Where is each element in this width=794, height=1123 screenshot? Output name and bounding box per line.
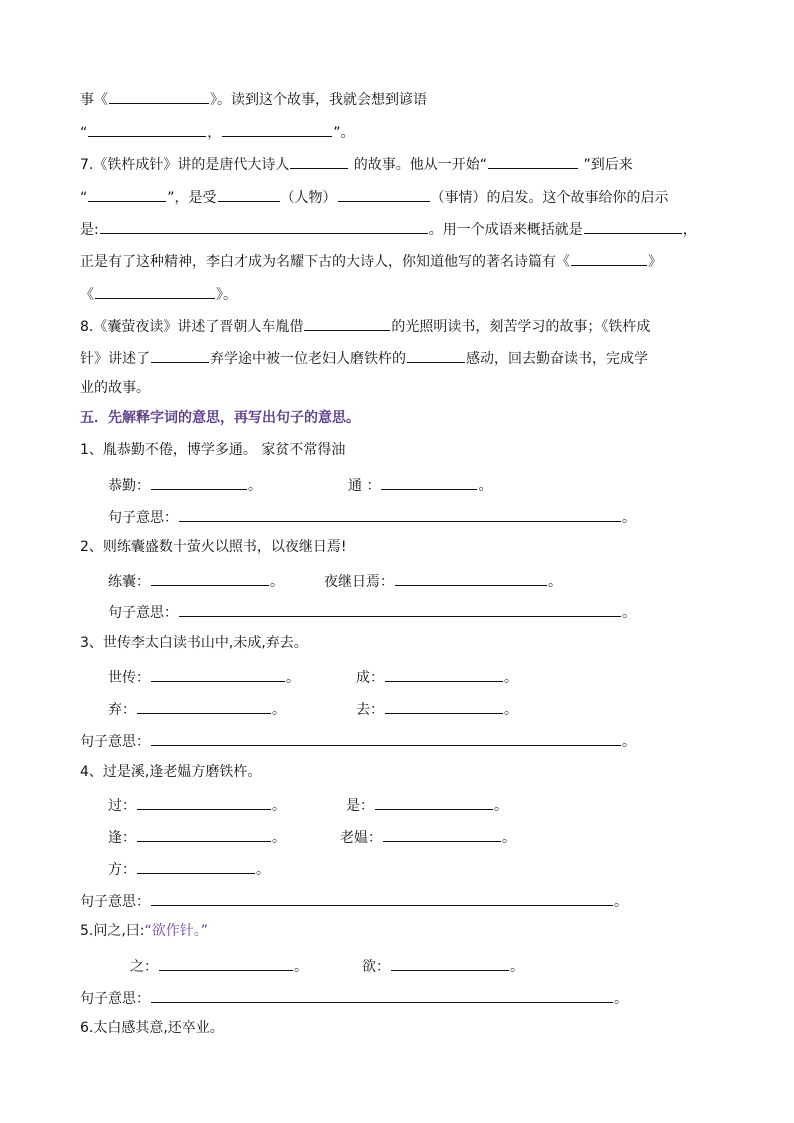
item-4-text: 4、过是溪,逢老媪方磨铁杵。 xyxy=(80,764,262,780)
q8-line-2: 针》讲述了 弃学途中被一位老妇人磨铁杵的 感动，回去勤奋读书，完成学 xyxy=(80,347,648,367)
q7-poem-blank-2[interactable] xyxy=(95,283,215,299)
q7-lesson-blank[interactable] xyxy=(100,218,428,234)
item-2-word-1: 练囊： 。 xyxy=(108,570,284,590)
item-1-word-2-blank[interactable] xyxy=(381,474,477,490)
item-1-sentence: 句子意思： 。 xyxy=(108,506,636,526)
item-4-word-4-blank[interactable] xyxy=(383,826,501,842)
item-3-word-2-blank[interactable] xyxy=(385,666,503,682)
item-1-text: 1、胤恭勤不倦，博学多通。 家贫不常得油 xyxy=(80,442,346,458)
item-5-text: 5.问之,曰:“欲作针。” xyxy=(80,923,209,939)
item-5-word-2-blank[interactable] xyxy=(391,955,509,971)
q7-line-4: 正是有了这种精神，李白才成为名耀下古的大诗人，你知道他写的著名诗篇有《 》 xyxy=(80,250,662,270)
q7-line-3: 是: 。用一个成语来概括就是 ， xyxy=(80,218,697,238)
item-4-word-1: 过： 。 xyxy=(108,794,286,814)
q7-line-2: “ ”，是受 （人物） （事情）的启发。这个故事给你的启示 xyxy=(80,186,669,206)
q7-poem-blank-1[interactable] xyxy=(571,250,647,266)
item-2-text: 2、则练囊盛数十萤火以照书，以夜继日焉! xyxy=(80,539,347,555)
item-3-sentence: 句子意思： 。 xyxy=(80,730,636,750)
q7-poet-blank[interactable] xyxy=(290,153,348,169)
item-2-sentence-blank[interactable] xyxy=(179,601,621,617)
item-4-word-5-blank[interactable] xyxy=(137,858,255,874)
q7-person-blank[interactable] xyxy=(218,186,280,202)
item-4-word-2: 是： 。 xyxy=(346,794,508,814)
item-3-word-2: 成： 。 xyxy=(356,666,518,686)
item-2-word-2: 夜继日焉： 。 xyxy=(324,570,562,590)
q8-line-3: 业的故事。 xyxy=(80,380,150,396)
item-1-word-1: 恭勤： 。 xyxy=(108,474,262,494)
item-1-word-2: 通 ： 。 xyxy=(348,474,492,494)
item-6-text: 6.太白感其意,还卒业。 xyxy=(80,1020,224,1036)
item-4-sentence: 句子意思： 。 xyxy=(80,890,628,910)
item-4-word-5: 方： 。 xyxy=(108,858,270,878)
item-4-sentence-blank[interactable] xyxy=(151,890,613,906)
item-3-word-3-blank[interactable] xyxy=(137,698,271,714)
item-3-sentence-blank[interactable] xyxy=(151,730,621,746)
item-3-word-4-blank[interactable] xyxy=(385,698,503,714)
item-5-quote: “欲作针。” xyxy=(144,923,209,939)
item-3-word-4: 去： 。 xyxy=(356,698,518,718)
item-4-word-4: 老媪： 。 xyxy=(340,826,516,846)
item-3-text: 3、世传李太白读书山中,未成,弃去。 xyxy=(80,635,308,651)
q7-later-blank[interactable] xyxy=(88,186,166,202)
item-5-word-1-blank[interactable] xyxy=(159,955,293,971)
q8-line-1: 8.《囊萤夜读》讲述了晋朝人车胤借 的光照明读书，刻苦学习的故事；《铁杵成 xyxy=(80,315,650,335)
item-5-sentence: 句子意思： 。 xyxy=(80,987,628,1007)
item-4-word-3: 逢： 。 xyxy=(108,826,286,846)
q8-moved-blank[interactable] xyxy=(407,347,465,363)
item-5-sentence-blank[interactable] xyxy=(151,987,613,1003)
q8-light-blank[interactable] xyxy=(304,315,390,331)
item-3-word-1-blank[interactable] xyxy=(151,666,285,682)
item-3-word-3: 弃： 。 xyxy=(108,698,286,718)
section-5-heading: 五．先解释字词的意思，再写出句子的意思。 xyxy=(80,410,360,426)
q8-person-blank[interactable] xyxy=(151,347,209,363)
q7-start-blank[interactable] xyxy=(488,153,578,169)
proverb-blank-1[interactable] xyxy=(88,121,206,137)
q7-line-5: 《 》。 xyxy=(80,283,237,303)
item-5-word-2: 欲： 。 xyxy=(362,955,524,975)
item-2-sentence: 句子意思： 。 xyxy=(108,601,636,621)
proverb-blank-2[interactable] xyxy=(222,121,332,137)
item-2-word-1-blank[interactable] xyxy=(151,570,269,586)
item-4-word-2-blank[interactable] xyxy=(375,794,493,810)
proverb-line: “ ， ”。 xyxy=(80,121,355,141)
story-title-line: 事《 》。读到这个故事，我就会想到谚语 xyxy=(80,88,427,108)
story-title-blank[interactable] xyxy=(109,88,209,104)
item-1-sentence-blank[interactable] xyxy=(179,506,621,522)
item-1-word-1-blank[interactable] xyxy=(151,474,247,490)
item-4-word-3-blank[interactable] xyxy=(137,826,271,842)
q7-event-blank[interactable] xyxy=(338,186,430,202)
item-5-word-1: 之： 。 xyxy=(130,955,308,975)
item-3-word-1: 世传： 。 xyxy=(108,666,300,686)
item-2-word-2-blank[interactable] xyxy=(395,570,547,586)
item-4-word-1-blank[interactable] xyxy=(137,794,271,810)
q7-idiom-blank[interactable] xyxy=(584,218,682,234)
q7-line-1: 7.《铁杵成针》讲的是唐代大诗人 的故事。他从一开始“ ”到后来 xyxy=(80,153,633,173)
